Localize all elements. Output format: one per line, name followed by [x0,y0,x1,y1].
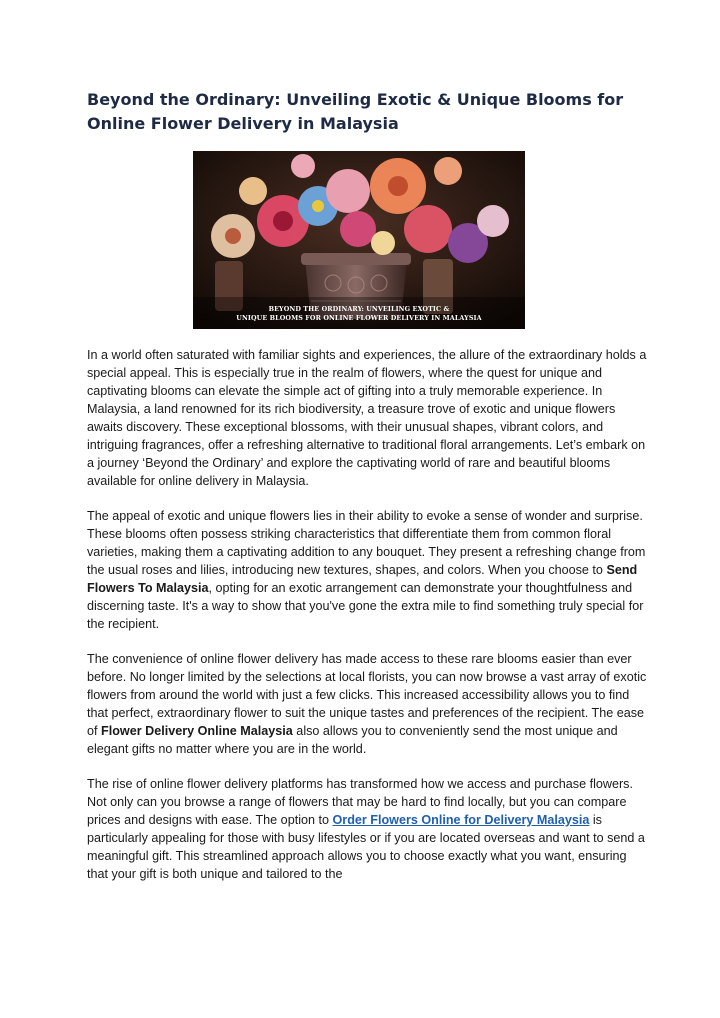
flower-bouquet-illustration [193,151,525,329]
paragraph-appeal [87,507,647,633]
article-body [87,346,647,900]
paragraph-text: is particularly appealing for those with busy lifestyles or if you are located overseas and want to send a meaningful gift. This streamlined approach allows you to choose exactly what you want, ensuring that your gift is both unique and tailored to the [87,813,645,881]
keyword-flower-delivery: Flower Delivery Online Malaysia [101,724,293,738]
paragraph-text: , opting for an exotic arrangement can demonstrate your thoughtfulness and discerning taste. It's a way to show that you've gone the extra mile to find something truly special for the recipient. [87,581,644,631]
hero-caption [193,305,525,323]
paragraph-text: The convenience of online flower delivery has made access to these rare blooms easier than ever before. No longer limited by the selections at local florists, you can now browse a vast array of exotic flowers from around the world with just a few clicks. This increased accessibility allows you to find that perfect, extraordinary flower to suit the unique tastes and preferences of the recipient. The ease of [87,652,647,738]
hero-caption-line: BEYOND THE ORDINARY: UNVEILING EXOTIC & [268,305,450,313]
paragraph-text: The rise of online flower delivery platforms has transformed how we access and purchase flowers. Not only can you browse a range of flowers that may be hard to find locally, but you can compare prices and designs with ease. The option to [87,777,633,827]
hero-image [193,151,525,329]
paragraph-intro: In a world often saturated with familiar sights and experiences, the allure of the extraordinary holds a special appeal. This is especially true in the realm of flowers, where the quest for unique and captivating blooms can elevate the simple act of gifting into a truly memorable experience. In Malaysia, a land renowned for its rich biodiversity, a treasure trove of exotic and unique flowers awaits discovery. These exceptional blossoms, with their unusual shapes, vibrant colors, and intriguing fragrances, offer a refreshing alternative to traditional floral arrangements. Let’s embark on a journey ‘Beyond the Ordinary’ and explore the captivating world of rare and beautiful blooms available for online delivery in Malaysia. [87,348,647,488]
paragraph-online-platforms [87,775,647,883]
page-title: Beyond the Ordinary: Unveiling Exotic & Unique Blooms for Online Flower Delivery in Malaysia [87,90,624,133]
order-flowers-link[interactable]: Order Flowers Online for Delivery Malaysia [332,813,590,827]
paragraph-text: The appeal of exotic and unique flowers lies in their ability to evoke a sense of wonder and surprise. These blooms often possess striking characteristics that differentiate them from common floral varieties, making them a captivating addition to any bouquet. They present a refreshing change from the usual roses and lilies, introducing new textures, shapes, and colors. When you choose to [87,509,646,577]
paragraph-convenience [87,650,647,758]
paragraph-text: also allows you to conveniently send the most unique and elegant gifts no matter where you are in the world. [87,724,618,756]
hero-caption-line: UNIQUE BLOOMS FOR ONLINE FLOWER DELIVERY IN MALAYSIA [236,314,482,322]
keyword-send-flowers: Send Flowers To Malaysia [87,563,638,595]
